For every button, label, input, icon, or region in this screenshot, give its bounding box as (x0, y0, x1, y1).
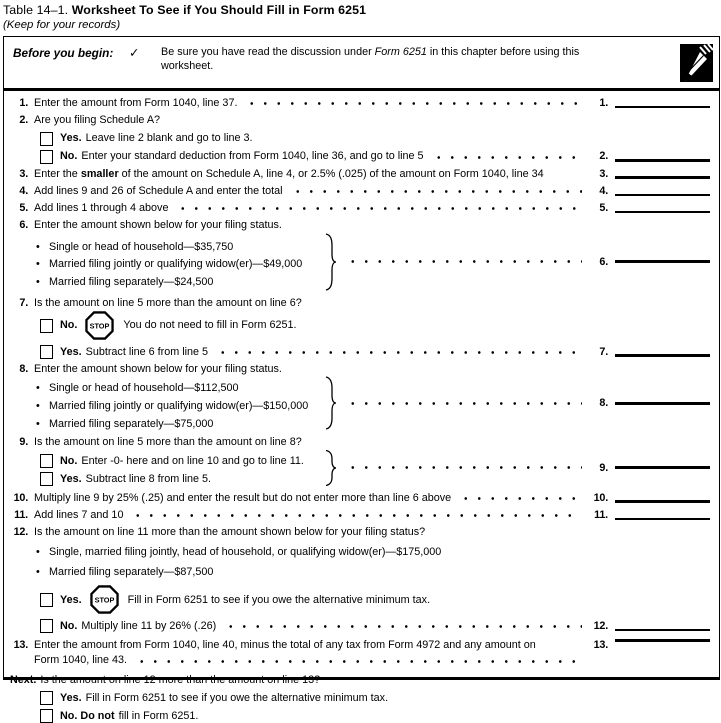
before-you-begin-band (4, 37, 719, 91)
dot-leader (174, 205, 582, 212)
line-5-text: Add lines 1 through 4 above (34, 202, 169, 215)
next-no-checkbox[interactable] (40, 709, 53, 723)
line-9-no-row (10, 454, 324, 467)
line-12-bullet-1: • Single, married filing jointly, head of household, or qualifying widow(er)—$175,000 (36, 545, 442, 558)
line-6-bullet-1: • Single or head of household—$35,750 (36, 240, 234, 253)
line-8-bullet-group (10, 375, 710, 431)
entry-line-3[interactable] (615, 176, 710, 179)
line-5-row (10, 202, 710, 214)
line-1-row (10, 97, 710, 109)
line-9-yes-row (10, 472, 324, 485)
next-label: Next. (10, 673, 37, 686)
line-12-number: 12. (13, 526, 28, 539)
line-9-question: Is the amount on line 5 more than the amount on line 8? (34, 436, 302, 449)
line-4-text: Add lines 9 and 26 of Schedule A and enter the total (34, 184, 283, 197)
line-4-ref: 4. (599, 184, 608, 197)
line-1-ref: 1. (599, 97, 608, 109)
page-title (3, 3, 720, 17)
dot-leader (457, 495, 582, 502)
line-8-question-row (10, 363, 710, 375)
no-label: No. Do not (60, 709, 115, 722)
worksheet-box (3, 36, 720, 722)
line-9-choice-group (10, 449, 710, 487)
line-2-no-text: Enter your standard deduction from Form 1040, line 36, and go to line 5 (81, 150, 424, 163)
dot-leader (222, 623, 582, 630)
smaller-bold: smaller (80, 167, 119, 180)
line-7-yes-row (10, 345, 710, 358)
line-7-no-row (10, 311, 710, 340)
line-3-text: Enter the smaller of the amount on Schedule A, line 4, or 2.5% (.025) of the amount on Form 1040, line 34 (34, 167, 544, 180)
worksheet-title: Worksheet To See if You Should Fill in Form 6251 (71, 3, 367, 17)
entry-line-1[interactable] (615, 106, 710, 109)
no-label: No. (60, 454, 78, 467)
entry-line-10[interactable] (615, 500, 710, 503)
line-13-row (10, 639, 710, 667)
line-6-bullet-2: • Married filing jointly or qualifying widow(er)—$49,000 (36, 258, 303, 271)
next-yes-text: Fill in Form 6251 to see if you owe the alternative minimum tax. (85, 691, 389, 704)
before-you-begin-label: Before you begin: (13, 46, 114, 60)
brace-icon (324, 375, 338, 431)
line-12-yes-checkbox[interactable] (40, 593, 53, 607)
brace-icon (324, 232, 338, 292)
worksheet-rows (4, 91, 719, 722)
line-9-no-checkbox[interactable] (40, 454, 53, 468)
line-5-ref: 5. (599, 202, 608, 215)
line-8-question: Enter the amount shown below for your filing status. (34, 363, 282, 376)
next-no-row (10, 709, 710, 722)
line-3-row (10, 168, 710, 180)
line-2-yes-checkbox[interactable] (40, 132, 53, 146)
line-2-number: 2. (19, 114, 28, 127)
next-question: Is the amount on line 12 more than the amount on line 13? (40, 673, 321, 686)
next-yes-checkbox[interactable] (40, 691, 53, 705)
line-13-ref: 13. (593, 639, 608, 652)
line-8-bullet-3: • Married filing separately—$75,000 (36, 417, 214, 430)
line-3-number: 3. (19, 167, 28, 180)
line-7-number: 7. (19, 296, 28, 309)
line-13-number: 13. (13, 639, 28, 652)
keep-records-note: (Keep for your records) (3, 19, 121, 31)
entry-line-6[interactable] (615, 260, 710, 263)
line-12-ref: 12. (593, 619, 608, 632)
form-6251-italic: Form 6251 (374, 46, 427, 58)
checkmark-icon: ✓ (129, 46, 140, 60)
pencil-icon (680, 44, 713, 85)
line-8-bullet-1: • Single or head of household—$112,500 (36, 382, 239, 395)
line-7-ref: 7. (599, 345, 608, 358)
line-2-yes-row (10, 132, 710, 145)
entry-line-8[interactable] (615, 402, 710, 405)
line-12-no-checkbox[interactable] (40, 619, 53, 633)
table-label: Table 14–1. (3, 3, 69, 17)
line-12-yes-text: Fill in Form 6251 to see if you owe the alternative minimum tax. (127, 593, 431, 606)
entry-line-9[interactable] (615, 466, 710, 469)
dot-leader (344, 464, 582, 471)
dot-leader (214, 349, 582, 356)
entry-line-2[interactable] (615, 159, 710, 162)
line-12-question-row (10, 526, 710, 538)
dot-leader (344, 258, 582, 265)
line-12-yes-row (10, 585, 710, 614)
line-12-no-text: Multiply line 11 by 26% (.26) (81, 619, 217, 632)
next-question-row (10, 674, 710, 686)
line-12-bullet-2: • Married filing separately—$87,500 (36, 565, 214, 578)
no-label: No. (60, 150, 78, 163)
dot-leader (344, 400, 582, 407)
line-6-ref: 6. (599, 255, 608, 268)
line-9-number: 9. (19, 436, 28, 449)
line-10-ref: 10. (593, 491, 608, 504)
stop-icon (85, 311, 114, 340)
line-7-no-checkbox[interactable] (40, 319, 53, 333)
yes-label: Yes. (60, 691, 82, 704)
line-10-number: 10. (13, 491, 28, 504)
line-2-yes-text: Leave line 2 blank and go to line 3. (85, 132, 253, 145)
line-9-yes-text: Subtract line 8 from line 5. (85, 472, 212, 485)
line-6-question: Enter the amount shown below for your filing status. (34, 219, 282, 232)
line-7-no-text: You do not need to fill in Form 6251. (123, 319, 297, 332)
line-8-bullet-2: • Married filing jointly or qualifying widow(er)—$150,000 (36, 399, 309, 412)
line-2-no-checkbox[interactable] (40, 150, 53, 164)
svg-text:STOP: STOP (89, 321, 110, 331)
line-9-question-row (10, 436, 710, 448)
line-12-question: Is the amount on line 11 more than the amount shown below for your filing status? (34, 526, 426, 539)
yes-label: Yes. (60, 472, 82, 485)
dot-leader (133, 658, 582, 665)
line-13-text: Enter the amount from Form 1040, line 40, minus the total of any tax from Form 4972 and any amount on Form 1040, line 43. (34, 639, 586, 667)
dot-leader (243, 100, 582, 107)
dot-leader (129, 512, 582, 519)
line-11-ref: 11. (594, 508, 608, 521)
line-10-row (10, 492, 710, 504)
line-6-question-row (10, 219, 710, 231)
line-7-question-row (10, 297, 710, 309)
line-7-question: Is the amount on line 5 more than the amount on line 6? (34, 296, 302, 309)
line-12-no-row (10, 619, 710, 632)
line-1-number: 1. (19, 97, 28, 109)
line-11-text: Add lines 7 and 10 (34, 508, 124, 521)
entry-line-13[interactable] (615, 639, 710, 642)
entry-line-12[interactable] (615, 629, 710, 632)
dot-leader (289, 188, 582, 195)
line-2-question-row (10, 114, 710, 126)
next-no-text: fill in Form 6251. (118, 709, 199, 722)
dot-leader (430, 154, 582, 161)
line-3-ref: 3. (599, 167, 608, 180)
line-2-ref: 2. (599, 150, 608, 163)
line-2-no-row (10, 150, 710, 163)
svg-text:STOP: STOP (94, 595, 115, 605)
line-6-number: 6. (19, 219, 28, 232)
before-you-begin-text: Be sure you have read the discussion under Form 6251 in this chapter before using this worksheet. (161, 46, 580, 72)
line-6-bullet-3: • Married filing separately—$24,500 (36, 276, 214, 289)
line-8-number: 8. (19, 363, 28, 376)
entry-line-7[interactable] (615, 354, 710, 357)
line-9-ref: 9. (599, 461, 608, 474)
line-11-number: 11. (14, 508, 28, 521)
entry-line-5[interactable] (615, 211, 710, 214)
line-11-row (10, 509, 710, 521)
yes-label: Yes. (60, 345, 82, 358)
next-yes-row (10, 691, 710, 704)
line-9-yes-checkbox[interactable] (40, 472, 53, 486)
dot-leader (546, 173, 584, 180)
line-4-row (10, 185, 710, 197)
line-9-no-text: Enter -0- here and on line 10 and go to line 11. (81, 454, 304, 467)
line-2-question: Are you filing Schedule A? (34, 114, 161, 127)
no-label: No. (60, 319, 78, 332)
yes-label: Yes. (60, 593, 82, 606)
line-7-yes-checkbox[interactable] (40, 345, 53, 359)
yes-label: Yes. (60, 132, 82, 145)
line-10-text: Multiply line 9 by 25% (.25) and enter the result but do not enter more than line 6 above (34, 491, 452, 504)
brace-icon (324, 449, 338, 487)
line-4-number: 4. (19, 184, 28, 197)
stop-icon (90, 585, 119, 614)
line-7-yes-text: Subtract line 6 from line 5 (85, 345, 209, 358)
line-5-number: 5. (19, 202, 28, 215)
line-8-ref: 8. (599, 397, 608, 410)
line-6-bullet-group (10, 232, 710, 292)
entry-line-11[interactable] (615, 518, 710, 521)
line-1-text: Enter the amount from Form 1040, line 37. (34, 97, 238, 109)
entry-line-4[interactable] (615, 194, 710, 197)
no-label: No. (60, 619, 78, 632)
